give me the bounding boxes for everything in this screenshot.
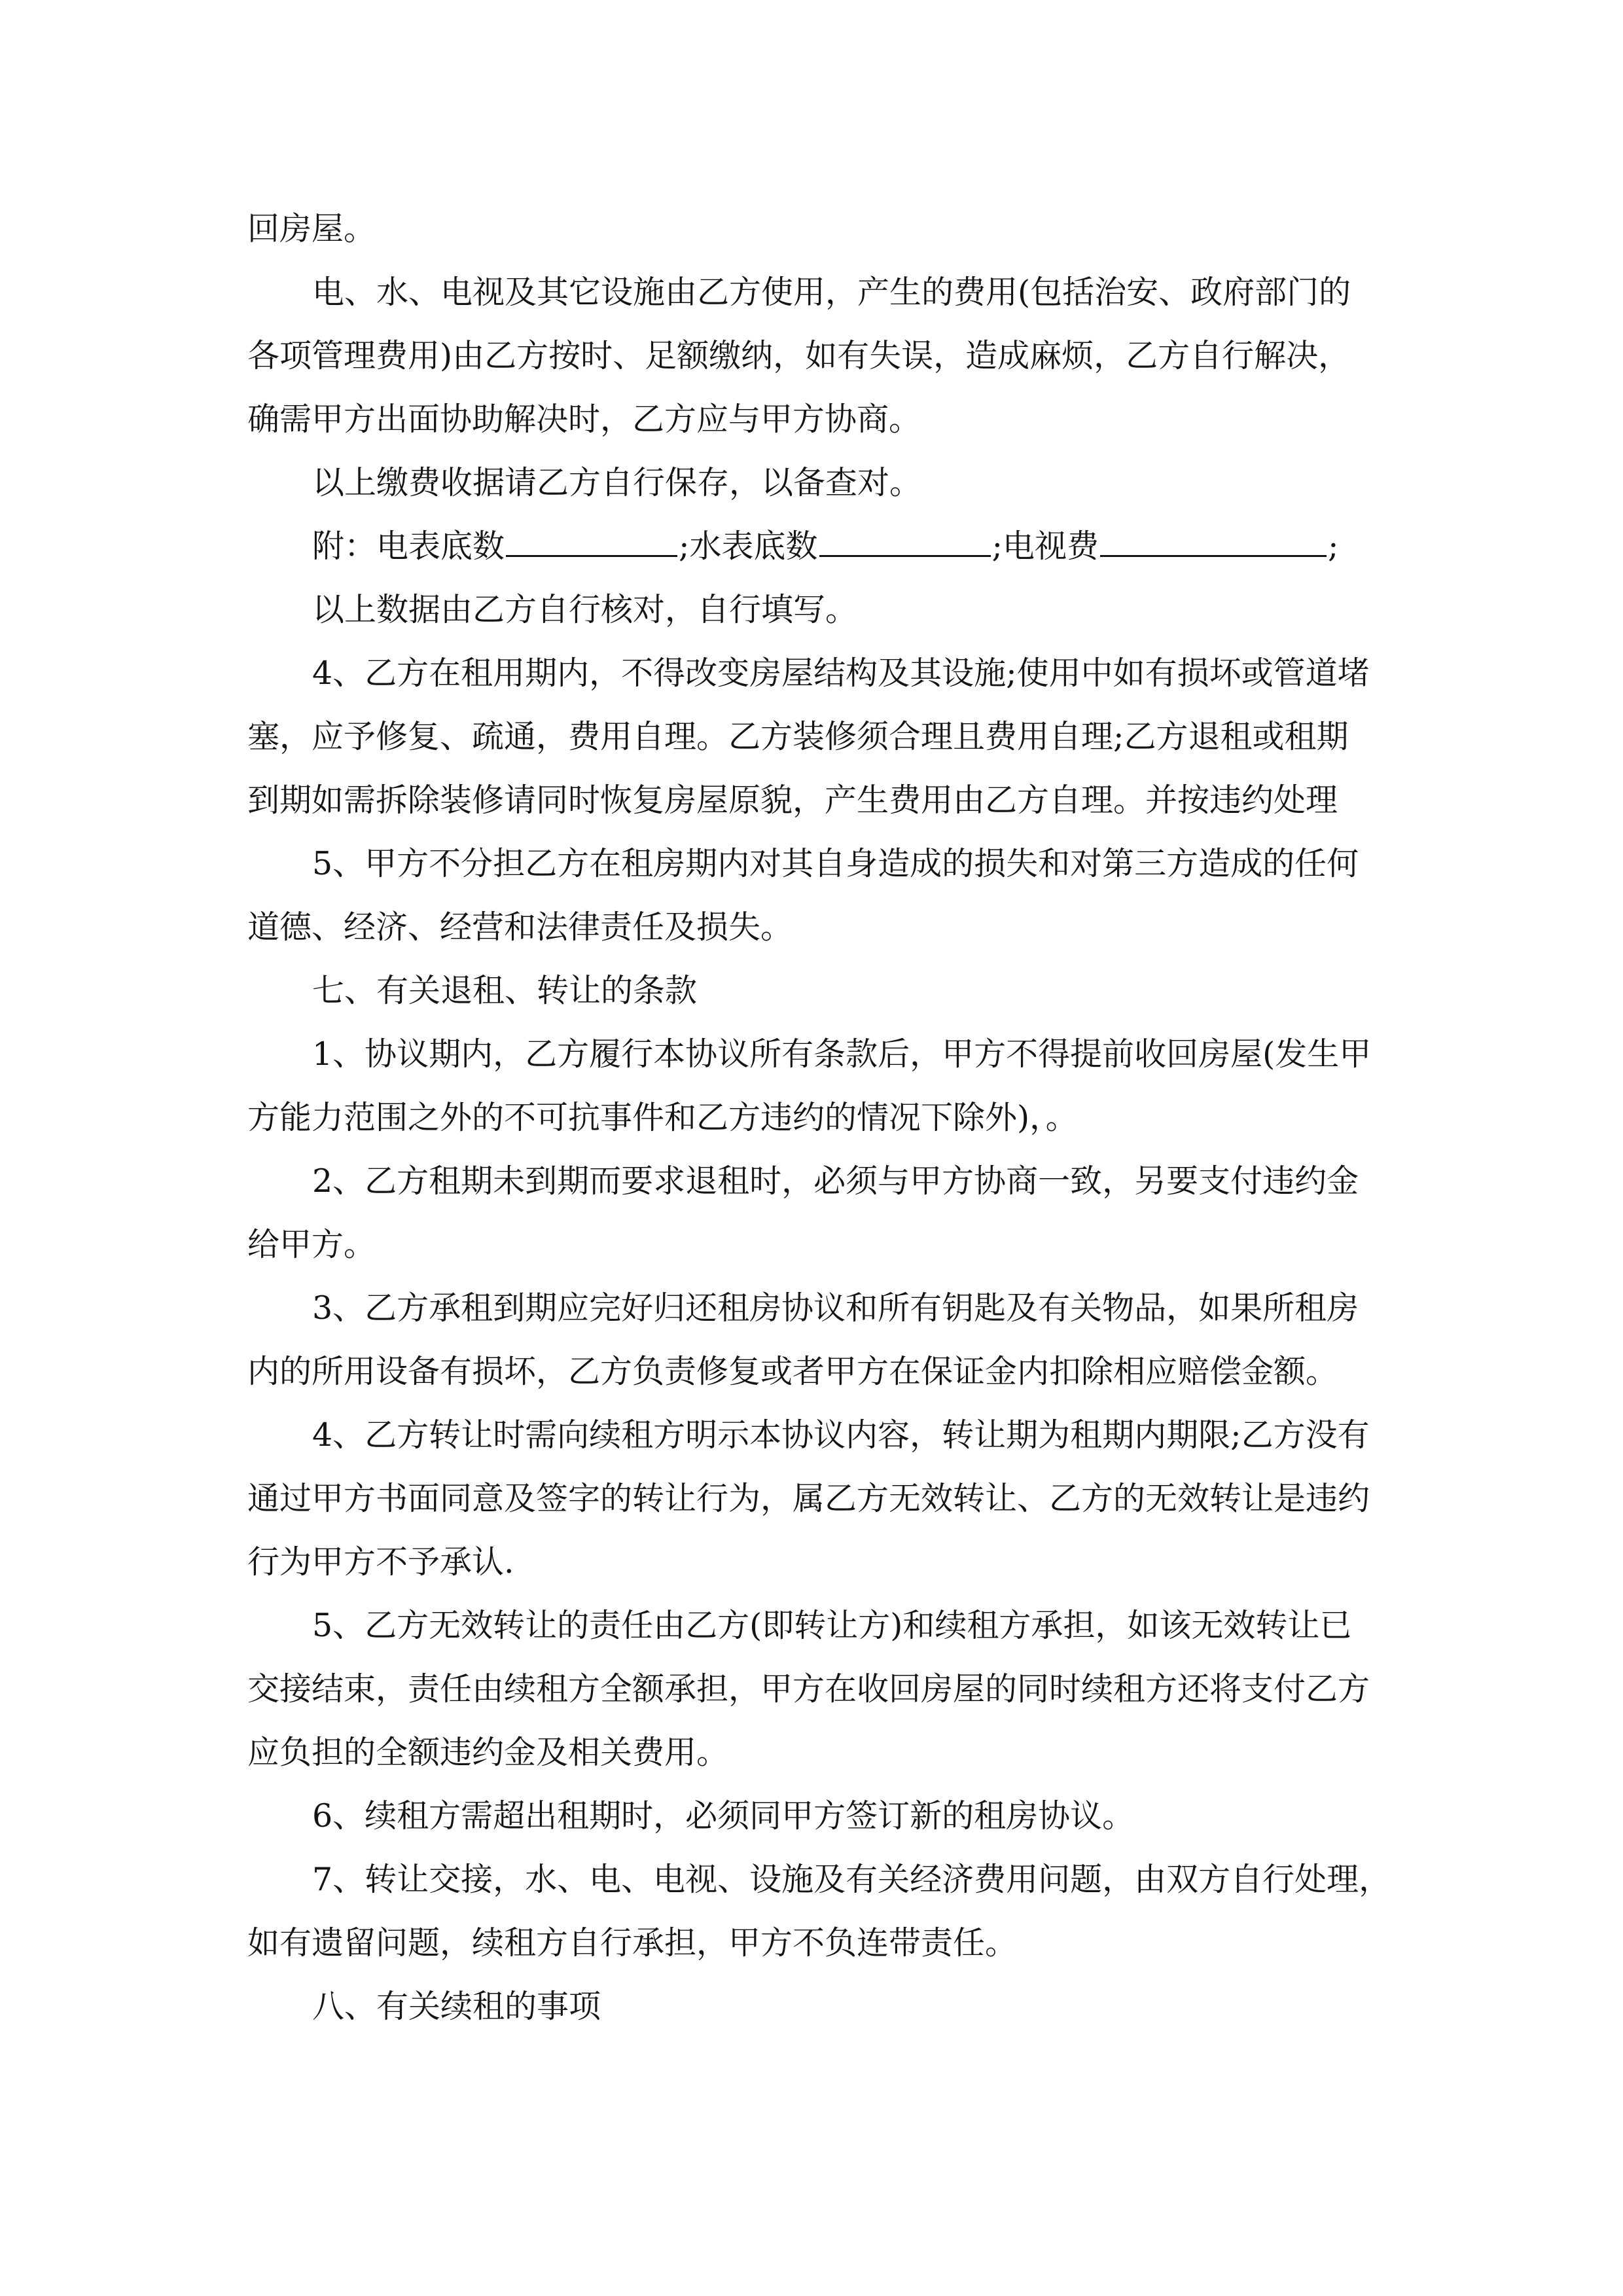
text-line: 如有遗留问题，续租方自行承担，甲方不负连带责任。	[247, 1924, 1018, 1962]
water-meter-label: ;水表底数	[679, 528, 818, 565]
text-line: 方能力范围之外的不可抗事件和乙方违约的情况下除外)，。	[247, 1099, 1078, 1136]
section-heading: 七、有关退租、转让的条款	[312, 972, 698, 1009]
text-line: 内的所用设备有损坏，乙方负责修复或者甲方在保证金内扣除相应赔偿金额。	[247, 1353, 1338, 1390]
text-line: 通过甲方书面同意及签字的转让行为，属乙方无效转让、乙方的无效转让是违约	[247, 1480, 1370, 1517]
text-line: 2、乙方租期未到期而要求退租时，必须与甲方协商一致，另要支付违约金	[312, 1162, 1359, 1200]
text-line: 4、乙方在租用期内，不得改变房屋结构及其设施;使用中如有损坏或管道堵	[312, 655, 1370, 692]
text-line: 回房屋。	[247, 210, 376, 247]
tv-fee-label: ;电视费	[991, 528, 1099, 565]
text-line: 4、乙方转让时需向续租方明示本协议内容，转让期为租期内期限;乙方没有	[312, 1416, 1370, 1454]
text-line: 道德、经济、经营和法律责任及损失。	[247, 908, 793, 946]
text-line: 交接结束，责任由续租方全额承担，甲方在收回房屋的同时续租方还将支付乙方	[247, 1670, 1370, 1708]
text-line: 确需甲方出面协助解决时，乙方应与甲方协商。	[247, 401, 921, 438]
text-line: 3、乙方承租到期应完好归还租房协议和所有钥匙及有关物品，如果所租房	[312, 1289, 1359, 1327]
text-line: 给甲方。	[247, 1226, 376, 1263]
text-line: 电、水、电视及其它设施由乙方使用，产生的费用(包括治安、政府部门的	[312, 274, 1351, 311]
electric-meter-label: 附：电表底数	[312, 528, 505, 565]
text-line: 1、协议期内，乙方履行本协议所有条款后，甲方不得提前收回房屋(发生甲	[312, 1035, 1372, 1073]
meter-readings-line	[312, 524, 1339, 569]
line-end: ;	[1328, 528, 1339, 565]
electric-meter-blank[interactable]	[506, 529, 677, 557]
text-line: 5、乙方无效转让的责任由乙方(即转让方)和续租方承担，如该无效转让已	[312, 1607, 1352, 1644]
tv-fee-blank[interactable]	[1100, 529, 1327, 557]
text-line: 行为甲方不予承认.	[247, 1543, 514, 1581]
text-line: 塞，应予修复、疏通，费用自理。乙方装修须合理且费用自理;乙方退租或租期	[247, 718, 1349, 755]
section-heading: 八、有关续租的事项	[312, 1988, 601, 2025]
text-line: 应负担的全额违约金及相关费用。	[247, 1734, 729, 1771]
text-line: 各项管理费用)由乙方按时、足额缴纳，如有失误，造成麻烦，乙方自行解决，	[247, 337, 1351, 374]
text-line: 6、续租方需超出租期时，必须同甲方签订新的租房协议。	[312, 1797, 1135, 1835]
text-line: 以上缴费收据请乙方自行保存，以备查对。	[312, 464, 922, 501]
text-line: 7、转让交接，水、电、电视、设施及有关经济费用问题，由双方自行处理，	[312, 1861, 1391, 1898]
text-line: 5、甲方不分担乙方在租房期内对其自身造成的损失和对第三方造成的任何	[312, 845, 1359, 882]
water-meter-blank[interactable]	[819, 529, 991, 557]
text-line: 到期如需拆除装修请同时恢复房屋原貌，产生费用由乙方自理。并按违约处理	[247, 781, 1338, 819]
text-line: 以上数据由乙方自行核对，自行填写。	[312, 591, 858, 628]
